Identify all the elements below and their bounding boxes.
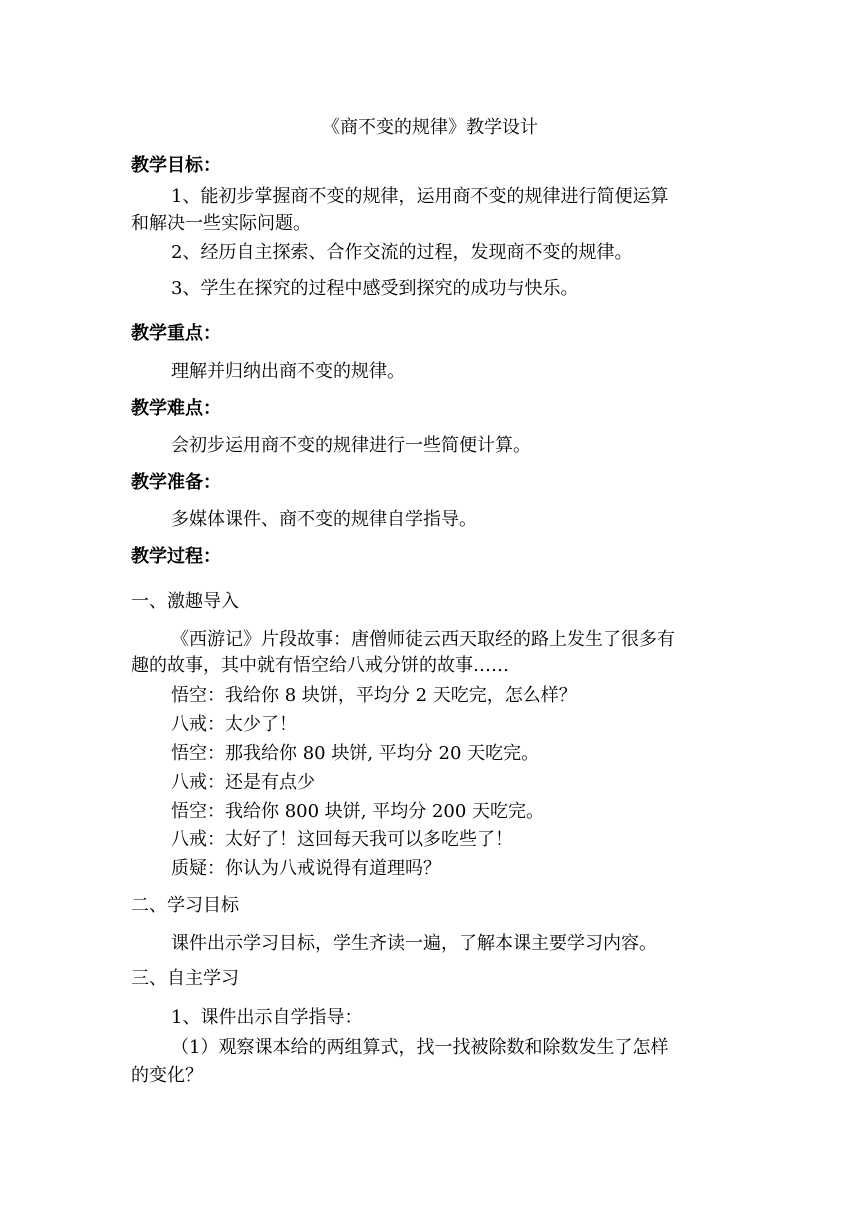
preparation-heading: 教学准备： bbox=[131, 472, 221, 493]
section-1-heading: 一、激趣导入 bbox=[131, 591, 239, 612]
document-title: 《商不变的规律》教学设计 bbox=[322, 117, 538, 138]
section-3-sub-1-line-2: 的变化？ bbox=[131, 1065, 203, 1086]
difficulties-heading: 教学难点： bbox=[131, 398, 221, 419]
dialogue-line: 八戒：太好了！这回每天我可以多吃些了！ bbox=[171, 829, 513, 850]
goal-item-1-line-2: 和解决一些实际问题。 bbox=[131, 213, 311, 234]
section-2-text: 课件出示学习目标，学生齐读一遍，了解本课主要学习内容。 bbox=[171, 933, 657, 954]
difficulties-text: 会初步运用商不变的规律进行一些简便计算。 bbox=[171, 435, 531, 456]
goal-item-1-line-1: 1、能初步掌握商不变的规律，运用商不变的规律进行简便运算 bbox=[171, 186, 669, 207]
process-heading: 教学过程： bbox=[131, 546, 221, 567]
goals-heading: 教学目标： bbox=[131, 155, 221, 176]
preparation-text: 多媒体课件、商不变的规律自学指导。 bbox=[171, 509, 477, 530]
section-1-intro-line-1: 《西游记》片段故事：唐僧师徒云西天取经的路上发生了很多有 bbox=[171, 629, 675, 650]
section-3-heading: 三、自主学习 bbox=[131, 968, 239, 989]
section-2-heading: 二、学习目标 bbox=[131, 895, 239, 916]
dialogue-line: 质疑：你认为八戒说得有道理吗？ bbox=[171, 858, 441, 879]
dialogue-line: 悟空：我给你 8 块饼，平均分 2 天吃完，怎么样？ bbox=[171, 685, 577, 706]
key-points-text: 理解并归纳出商不变的规律。 bbox=[171, 361, 405, 382]
dialogue-line: 悟空：那我给你 80 块饼, 平均分 20 天吃完。 bbox=[171, 743, 540, 764]
dialogue-line: 八戒：还是有点少 bbox=[171, 772, 315, 793]
goal-item-3: 3、学生在探究的过程中感受到探究的成功与快乐。 bbox=[171, 278, 579, 299]
dialogue-line: 八戒：太少了！ bbox=[171, 714, 297, 735]
dialogue-line: 悟空：我给你 800 块饼, 平均分 200 天吃完。 bbox=[171, 801, 545, 822]
key-points-heading: 教学重点： bbox=[131, 323, 221, 344]
section-3-sub-1-line-1: （1）观察课本给的两组算式，找一找被除数和除数发生了怎样 bbox=[171, 1037, 669, 1058]
section-1-intro-line-2: 趣的故事，其中就有悟空给八戒分饼的故事…… bbox=[131, 655, 509, 676]
section-3-item-1: 1、课件出示自学指导： bbox=[171, 1007, 363, 1028]
goal-item-2: 2、经历自主探索、合作交流的过程，发现商不变的规律。 bbox=[171, 242, 633, 263]
